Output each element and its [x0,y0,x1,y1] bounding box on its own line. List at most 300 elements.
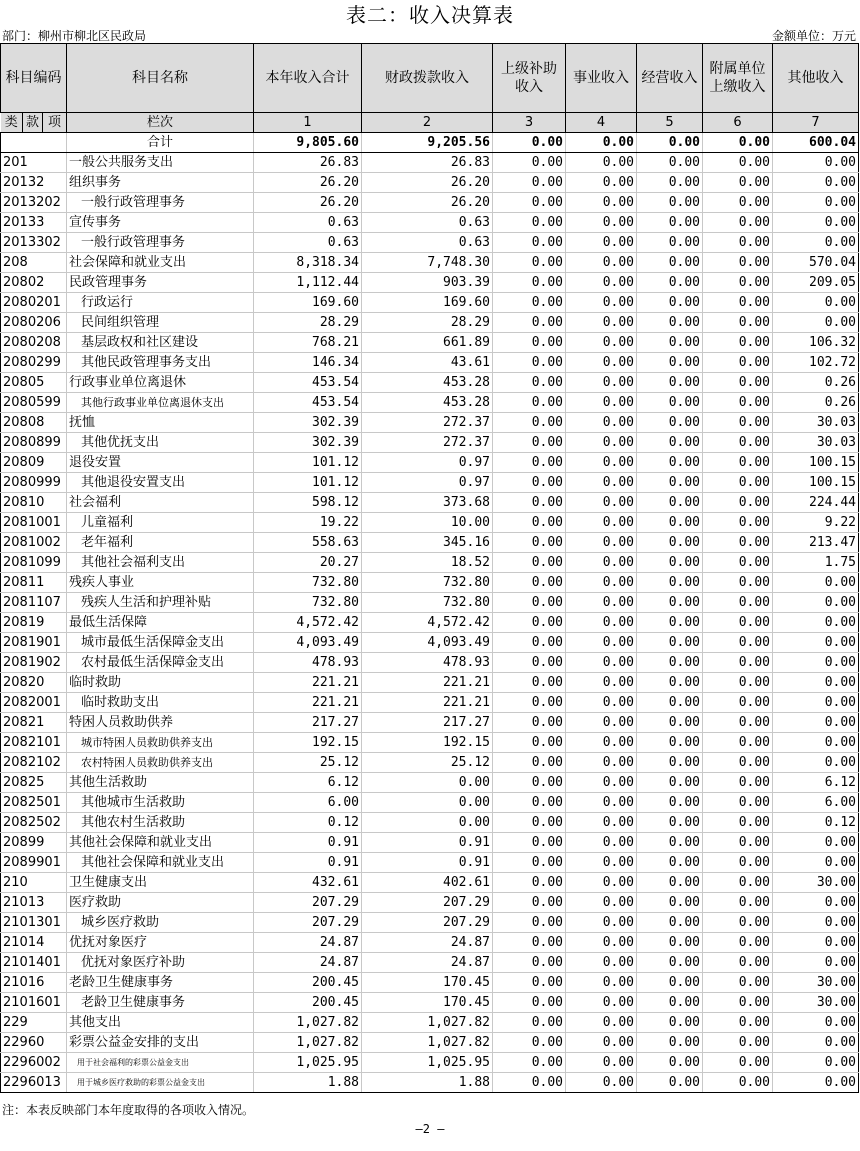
amount-cell: 0.00 [637,893,703,913]
table-row [1,493,859,513]
amount-cell: 302.39 [254,413,362,433]
amount-cell: 0.00 [703,293,773,313]
table-row [1,653,859,673]
subject-code: 20809 [1,453,67,473]
amount-cell: 0.00 [637,273,703,293]
amount-cell: 0.00 [637,213,703,233]
amount-cell: 0.00 [566,953,637,973]
amount-cell: 20.27 [254,553,362,573]
subject-name: 用于社会福利的彩票公益金支出 [67,1053,254,1073]
amount-cell: 26.20 [254,193,362,213]
amount-cell: 207.29 [362,913,493,933]
total-value: 9,805.60 [254,133,362,153]
subject-code: 2101401 [1,953,67,973]
amount-cell: 0.00 [773,213,859,233]
amount-cell: 0.00 [566,453,637,473]
amount-cell: 0.00 [773,573,859,593]
amount-cell: 200.45 [254,993,362,1013]
subject-name: 退役安置 [67,453,254,473]
amount-cell: 0.00 [703,253,773,273]
amount-cell: 0.00 [566,913,637,933]
amount-cell: 345.16 [362,533,493,553]
amount-cell: 0.00 [493,913,566,933]
amount-cell: 272.37 [362,413,493,433]
amount-cell: 6.00 [773,793,859,813]
table-row [1,213,859,233]
table-row [1,873,859,893]
amount-cell: 0.00 [773,893,859,913]
table-row [1,1053,859,1073]
table-row [1,393,859,413]
amount-cell: 0.00 [637,393,703,413]
amount-cell: 4,572.42 [362,613,493,633]
amount-cell: 0.00 [566,193,637,213]
amount-cell: 0.00 [637,433,703,453]
amount-cell: 0.00 [493,393,566,413]
subject-code: 22960 [1,1033,67,1053]
amount-cell: 0.00 [566,653,637,673]
table-row [1,713,859,733]
subject-name: 农村最低生活保障金支出 [67,653,254,673]
amount-cell: 0.00 [703,1033,773,1053]
table-row [1,373,859,393]
subject-name: 其他社会福利支出 [67,553,254,573]
amount-cell: 1,025.95 [254,1053,362,1073]
amount-cell: 0.00 [773,313,859,333]
amount-cell: 0.00 [703,433,773,453]
amount-cell: 0.00 [637,1073,703,1093]
amount-cell: 0.00 [773,753,859,773]
amount-cell: 453.28 [362,393,493,413]
table-row [1,1073,859,1093]
amount-cell: 0.00 [637,333,703,353]
col-num: 3 [493,113,566,133]
amount-cell: 0.00 [566,813,637,833]
subject-code: 2080208 [1,333,67,353]
amount-cell: 1.88 [254,1073,362,1093]
amount-cell: 0.00 [703,313,773,333]
amount-cell: 0.00 [493,1013,566,1033]
amount-cell: 0.00 [566,853,637,873]
amount-cell: 0.00 [566,493,637,513]
amount-cell: 0.00 [566,573,637,593]
amount-cell: 0.00 [637,413,703,433]
amount-cell: 0.00 [566,673,637,693]
amount-cell: 0.00 [773,693,859,713]
lanci-row [1,113,859,133]
amount-cell: 0.00 [493,233,566,253]
table-row [1,593,859,613]
amount-cell: 732.80 [254,593,362,613]
header-code: 科目编码 [1,44,67,113]
amount-cell: 0.12 [254,813,362,833]
amount-cell: 0.00 [637,993,703,1013]
amount-cell: 558.63 [254,533,362,553]
amount-cell: 0.00 [637,773,703,793]
amount-cell: 0.00 [493,173,566,193]
amount-cell: 0.00 [773,1013,859,1033]
header-col5: 经营收入 [637,44,703,113]
amount-cell: 0.91 [254,833,362,853]
amount-cell: 0.00 [703,853,773,873]
amount-cell: 0.00 [637,513,703,533]
amount-cell: 0.00 [566,973,637,993]
amount-cell: 0.00 [773,233,859,253]
amount-cell: 0.00 [703,473,773,493]
amount-cell: 0.00 [493,293,566,313]
amount-cell: 0.63 [254,233,362,253]
amount-cell: 0.00 [637,453,703,473]
header-lei: 类 [1,113,23,133]
amount-cell: 6.12 [773,773,859,793]
subject-code: 20802 [1,273,67,293]
amount-cell: 0.00 [773,733,859,753]
amount-cell: 169.60 [254,293,362,313]
amount-cell: 28.29 [362,313,493,333]
table-row [1,173,859,193]
table-row [1,773,859,793]
table-row [1,753,859,773]
amount-cell: 18.52 [362,553,493,573]
amount-cell: 478.93 [362,653,493,673]
amount-cell: 0.00 [703,553,773,573]
subject-name: 卫生健康支出 [67,873,254,893]
subject-name: 一般行政管理事务 [67,233,254,253]
amount-cell: 0.00 [773,593,859,613]
amount-cell: 0.26 [773,373,859,393]
amount-cell: 0.00 [566,413,637,433]
subject-code: 210 [1,873,67,893]
amount-cell: 0.00 [637,593,703,613]
subject-name: 老年福利 [67,533,254,553]
amount-cell: 0.00 [637,693,703,713]
subject-name: 社会福利 [67,493,254,513]
subject-code: 2082101 [1,733,67,753]
amount-cell: 0.00 [566,473,637,493]
subject-code: 20805 [1,373,67,393]
amount-cell: 0.00 [566,533,637,553]
amount-cell: 732.80 [254,573,362,593]
amount-cell: 0.00 [637,233,703,253]
amount-cell: 0.00 [703,393,773,413]
amount-cell: 217.27 [254,713,362,733]
amount-cell: 8,318.34 [254,253,362,273]
subject-name: 临时救助 [67,673,254,693]
subject-name: 医疗救助 [67,893,254,913]
subject-name: 其他退役安置支出 [67,473,254,493]
amount-cell: 0.00 [703,713,773,733]
amount-cell: 0.00 [637,313,703,333]
table-row [1,893,859,913]
amount-cell: 0.00 [703,513,773,533]
amount-cell: 0.00 [637,793,703,813]
amount-cell: 1,027.82 [362,1033,493,1053]
subject-name: 城乡医疗救助 [67,913,254,933]
amount-cell: 0.00 [493,993,566,1013]
col-num: 6 [703,113,773,133]
subject-code: 2089901 [1,853,67,873]
amount-cell: 0.00 [703,873,773,893]
col-num: 7 [773,113,859,133]
table-row [1,613,859,633]
subject-code: 2081099 [1,553,67,573]
amount-cell: 0.00 [493,573,566,593]
amount-cell: 0.00 [566,213,637,233]
amount-cell: 0.00 [773,1073,859,1093]
amount-cell: 207.29 [254,913,362,933]
amount-cell: 0.00 [773,673,859,693]
amount-cell: 0.00 [703,453,773,473]
amount-cell: 903.39 [362,273,493,293]
subject-code: 208 [1,253,67,273]
amount-cell: 0.00 [566,233,637,253]
subject-code: 2081001 [1,513,67,533]
amount-cell: 0.00 [703,273,773,293]
amount-cell: 0.00 [773,1053,859,1073]
subject-code: 20825 [1,773,67,793]
subject-name: 其他城市生活救助 [67,793,254,813]
amount-cell: 0.00 [773,953,859,973]
amount-cell: 30.00 [773,873,859,893]
amount-cell: 0.00 [566,513,637,533]
amount-cell: 0.00 [566,293,637,313]
report-title: 表二：收入决算表 [346,3,514,27]
amount-cell: 0.00 [566,773,637,793]
amount-cell: 0.00 [566,833,637,853]
subject-code: 2082102 [1,753,67,773]
table-row [1,293,859,313]
amount-cell: 1,025.95 [362,1053,493,1073]
amount-cell: 0.00 [566,313,637,333]
amount-cell: 26.20 [362,173,493,193]
subject-name: 行政运行 [67,293,254,313]
amount-cell: 170.45 [362,973,493,993]
subject-code: 2013302 [1,233,67,253]
amount-cell: 0.91 [362,833,493,853]
amount-cell: 0.00 [566,633,637,653]
amount-cell: 6.00 [254,793,362,813]
amount-cell: 0.00 [493,733,566,753]
amount-cell: 432.61 [254,873,362,893]
table-row [1,193,859,213]
subject-name: 儿童福利 [67,513,254,533]
amount-cell: 0.00 [566,873,637,893]
amount-cell: 0.00 [703,933,773,953]
amount-cell: 0.00 [362,813,493,833]
amount-cell: 0.00 [703,373,773,393]
col-num: 1 [254,113,362,133]
amount-cell: 0.00 [493,953,566,973]
amount-cell: 0.00 [637,553,703,573]
amount-cell: 0.63 [254,213,362,233]
amount-cell: 0.00 [703,653,773,673]
total-value: 0.00 [703,133,773,153]
table-row [1,273,859,293]
amount-cell: 0.00 [703,793,773,813]
amount-cell: 0.00 [493,773,566,793]
amount-cell: 0.00 [637,833,703,853]
subject-code: 21016 [1,973,67,993]
table-row [1,973,859,993]
amount-cell: 0.00 [566,593,637,613]
subject-code: 201 [1,153,67,173]
amount-cell: 570.04 [773,253,859,273]
amount-cell: 1,112.44 [254,273,362,293]
amount-cell: 0.00 [637,573,703,593]
amount-cell: 1,027.82 [254,1013,362,1033]
subject-code: 2080299 [1,353,67,373]
amount-cell: 0.97 [362,453,493,473]
amount-cell: 0.00 [637,1033,703,1053]
amount-cell: 0.12 [773,813,859,833]
amount-cell: 102.72 [773,353,859,373]
amount-cell: 221.21 [362,673,493,693]
amount-cell: 0.00 [703,753,773,773]
subject-name: 其他生活救助 [67,773,254,793]
subject-code: 20899 [1,833,67,853]
table-row [1,573,859,593]
amount-cell: 0.00 [637,933,703,953]
amount-cell: 0.00 [566,353,637,373]
amount-cell: 0.00 [566,253,637,273]
amount-cell: 0.00 [566,1073,637,1093]
table-row [1,693,859,713]
amount-cell: 0.00 [493,713,566,733]
subject-name: 临时救助支出 [67,693,254,713]
amount-cell: 0.00 [637,253,703,273]
income-table [0,43,859,1093]
amount-cell: 0.00 [703,333,773,353]
amount-cell: 192.15 [254,733,362,753]
subject-code: 229 [1,1013,67,1033]
amount-cell: 101.12 [254,473,362,493]
table-row [1,533,859,553]
subject-code: 2080599 [1,393,67,413]
amount-cell: 0.00 [493,693,566,713]
amount-cell: 272.37 [362,433,493,453]
amount-cell: 0.91 [362,853,493,873]
amount-cell: 43.61 [362,353,493,373]
amount-cell: 0.00 [493,753,566,773]
subject-code: 20819 [1,613,67,633]
amount-cell: 0.00 [703,913,773,933]
subject-code: 2082501 [1,793,67,813]
amount-cell: 26.20 [362,193,493,213]
amount-cell: 0.00 [566,1013,637,1033]
amount-cell: 0.00 [637,753,703,773]
amount-cell: 402.61 [362,873,493,893]
amount-cell: 0.00 [493,853,566,873]
amount-cell: 0.00 [637,193,703,213]
amount-cell: 0.00 [773,833,859,853]
amount-cell: 24.87 [362,933,493,953]
amount-cell: 0.00 [493,873,566,893]
amount-cell: 0.00 [637,913,703,933]
amount-cell: 0.00 [493,533,566,553]
subject-name: 老龄卫生健康事务 [67,973,254,993]
amount-cell: 0.00 [566,613,637,633]
amount-cell: 0.00 [773,613,859,633]
amount-cell: 0.00 [773,913,859,933]
amount-cell: 6.12 [254,773,362,793]
amount-cell: 0.00 [637,813,703,833]
amount-cell: 0.00 [493,153,566,173]
amount-cell: 207.29 [254,893,362,913]
amount-cell: 0.00 [703,893,773,913]
subject-code: 2082502 [1,813,67,833]
table-row [1,813,859,833]
amount-cell: 0.00 [493,653,566,673]
amount-cell: 100.15 [773,453,859,473]
subject-name: 一般公共服务支出 [67,153,254,173]
amount-cell: 0.00 [493,493,566,513]
amount-cell: 0.00 [493,413,566,433]
amount-cell: 0.00 [703,833,773,853]
amount-cell: 106.32 [773,333,859,353]
amount-cell: 25.12 [362,753,493,773]
amount-cell: 0.00 [493,833,566,853]
amount-cell: 1,027.82 [254,1033,362,1053]
subject-name: 其他农村生活救助 [67,813,254,833]
amount-cell: 26.83 [362,153,493,173]
amount-cell: 732.80 [362,593,493,613]
amount-cell: 0.00 [493,793,566,813]
amount-cell: 0.00 [566,273,637,293]
subject-code: 2101301 [1,913,67,933]
amount-cell: 0.00 [493,1073,566,1093]
amount-cell: 373.68 [362,493,493,513]
total-row [1,133,859,153]
amount-cell: 0.00 [773,1033,859,1053]
amount-cell: 0.00 [703,493,773,513]
page-number: —2 — [415,1122,445,1136]
amount-cell: 221.21 [254,693,362,713]
table-row [1,253,859,273]
table-row [1,853,859,873]
table-row [1,633,859,653]
subject-name: 优抚对象医疗 [67,933,254,953]
amount-cell: 0.00 [493,593,566,613]
amount-cell: 0.00 [703,353,773,373]
total-value: 0.00 [566,133,637,153]
amount-cell: 0.00 [637,153,703,173]
table-row [1,433,859,453]
amount-cell: 453.54 [254,393,362,413]
amount-cell: 30.00 [773,993,859,1013]
amount-cell: 0.97 [362,473,493,493]
amount-cell: 1.75 [773,553,859,573]
subject-code: 2101601 [1,993,67,1013]
amount-cell: 0.00 [493,193,566,213]
amount-cell: 0.00 [566,333,637,353]
amount-cell: 1,027.82 [362,1013,493,1033]
amount-cell: 0.00 [703,973,773,993]
amount-cell: 170.45 [362,993,493,1013]
total-value: 9,205.56 [362,133,493,153]
amount-cell: 100.15 [773,473,859,493]
amount-cell: 0.00 [637,293,703,313]
table-row [1,1013,859,1033]
header-col7: 其他收入 [773,44,859,113]
subject-name: 行政事业单位离退休 [67,373,254,393]
amount-cell: 169.60 [362,293,493,313]
amount-cell: 0.91 [254,853,362,873]
total-value: 0.00 [637,133,703,153]
amount-cell: 0.00 [362,793,493,813]
table-row [1,933,859,953]
table-row [1,453,859,473]
total-label: 合计 [67,133,254,153]
